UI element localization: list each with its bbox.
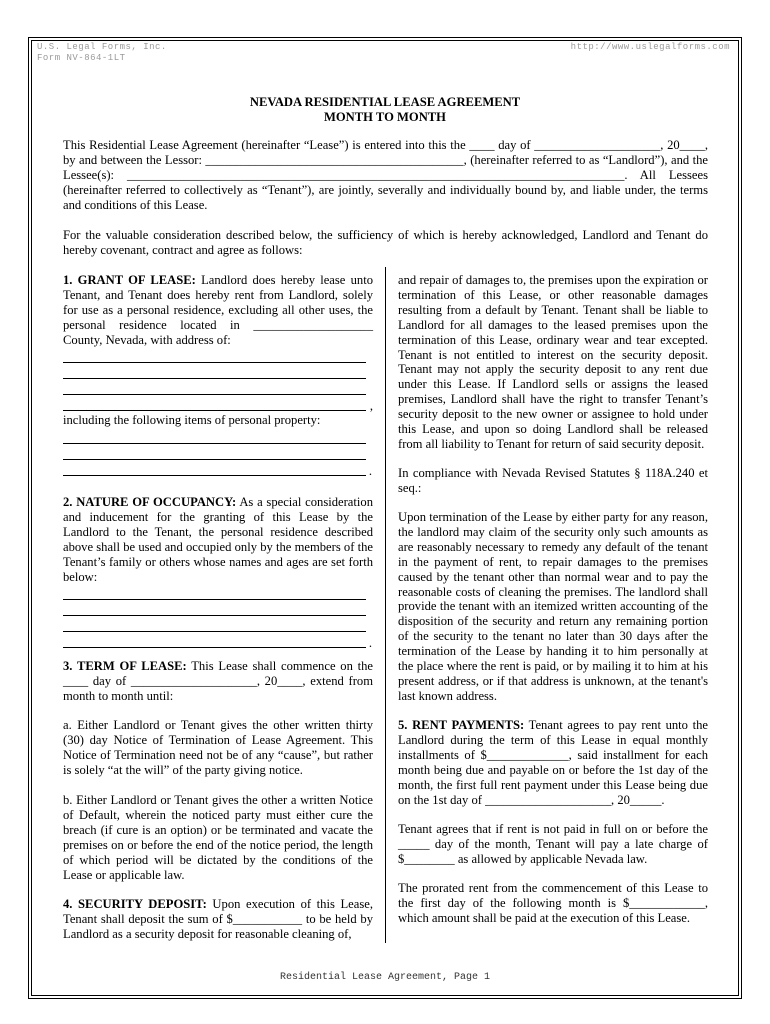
property-line-last [63,462,372,478]
security-text: Upon execution of this Lease, Tenant shall deposit the sum of $___________ to be held by Landlord as a security deposit for reasonable cleaning of, [63,897,373,941]
occupancy-paragraph [63,495,373,584]
section-grant-of-lease [63,273,373,476]
intro-paragraph: This Residential Lease Agreement (hereinafter “Lease”) is entered into this the ____ day of ____________________, 20____, by and between the Lessor: _________________________________________, (hereinafter referred to as “Landlord”), and the Lessee(s): _______________________________________________________________________________. All Lessees (hereinafter referred to collectively as “Tenant”), are jointly, severally and individually bound by, and liable under, the terms and conditions of this Lease. [63,138,708,212]
security-heading: 4. SECURITY DEPOSIT: [63,897,207,911]
address-lines [63,349,373,414]
grant-heading: 1. GRANT OF LEASE: [63,273,196,287]
statute-paragraph: In compliance with Nevada Revised Statutes § 118A.240 et seq.: [398,466,708,495]
occupancy-text: As a special consideration and inducement for the granting of this Lease by the Landlord to the Tenant, the personal residence described above shall be used and occupied only by the members of the Tenant’s family or others whose names and ages are set forth below: [63,495,373,584]
property-period: . [368,463,372,478]
prorated-rent-paragraph: The prorated rent from the commencement of this Lease to the first day of the following month is $____________, which amount shall be paid at the execution of this Lease. [398,881,708,925]
term-clause-b: b. Either Landlord or Tenant gives the other a written Notice of Default, wherein the noticed party must either cure the breach (if cure is an option) or be terminated and vacate the premises on or before the end of the notice period, the length of which period will be dictated by the conditions of the Lease or applicable law. [63,793,373,882]
occupant-period: . [368,636,372,650]
term-clause-a: a. Either Landlord or Tenant gives the other written thirty (30) day Notice of Termination of Lease Agreement. This Notice of Termination need not be of any “cause”, but rather is solely “at the will” of the party giving notice. [63,718,373,777]
header-form-number: Form NV-864-1LT [37,53,126,63]
document-title [0,95,770,124]
occupant-line[interactable] [63,586,366,600]
rent-payments-paragraph [398,718,708,807]
address-line-last [63,397,373,414]
header-url[interactable]: http://www.uslegalforms.com [570,42,730,52]
property-line[interactable] [63,462,366,476]
section-nature-of-occupancy [63,495,373,648]
rent-text: Tenant agrees to pay rent unto the Landlord during the term of this Lease in equal monthly installments of $_____________, said installment for each month being due and payable on or before the 1st day of the month, the first full rent payment under this Lease being due on the 1st day of ____________________, 20_____. [398,718,708,807]
address-line[interactable] [63,365,366,379]
occupancy-heading: 2. NATURE OF OCCUPANCY: [63,495,237,509]
occupant-lines [63,586,372,650]
address-line[interactable] [63,349,366,363]
address-line[interactable] [63,397,366,411]
security-deposit-paragraph [63,897,373,942]
occupant-line-last [63,634,372,650]
occupant-line[interactable] [63,602,366,616]
property-line[interactable] [63,430,366,444]
property-label: including the following items of personal property: [63,413,321,428]
title-line-2: MONTH TO MONTH [324,109,446,124]
rent-heading: 5. RENT PAYMENTS: [398,718,525,732]
occupant-line[interactable] [63,618,366,632]
property-line[interactable] [63,446,366,460]
address-comma: , [369,399,373,414]
occupant-line[interactable] [63,634,366,648]
term-heading: 3. TERM OF LEASE: [63,659,187,673]
security-continued-paragraph: and repair of damages to, the premises upon the expiration or termination of this Lease, or other reasonable damages resulting from a default by Tenant. Tenant shall be liable to Landlord for all damages to the leased premises upon the termination of this Lease, ordinary wear and tear excepted. Tenant is not entitled to interest on the security deposit. Tenant may not apply the security deposit to any rent due under this Lease. If Landlord sells or assigns the leased premises, Landlord shall have the right to transfer Tenant’s security deposit to the new owner or assignee to hold under this Lease, and upon so doing Landlord shall be released from all liability to Tenant for return of said security deposit. [398,273,708,451]
header-company: U.S. Legal Forms, Inc. [37,42,167,52]
title-line-1: NEVADA RESIDENTIAL LEASE AGREEMENT [249,95,521,109]
column-divider [385,267,386,943]
property-lines [63,430,372,478]
term-paragraph [63,659,373,704]
grant-paragraph [63,273,373,348]
address-line[interactable] [63,381,366,395]
page-footer: Residential Lease Agreement, Page 1 [279,972,491,983]
termination-paragraph: Upon termination of the Lease by either party for any reason, the landlord may claim of the security only such amounts as are reasonably necessary to remedy any default of the tenant in the payment of rent, to repair damages to the premises caused by the tenant other than normal wear and to pay the reasonable costs of cleaning the premises. The landlord shall provide the tenant with an itemized written accounting of the disposition of the security and return any remaining portion of the security to the tenant no later than 30 days after the termination of the Lease by handing it to him personally at the place where the rent is paid, or by mailing it to him at his present address, or if that address is unknown, at the tenant's last known address. [398,510,708,703]
term-text: This Lease shall commence on the ____ day of ____________________, 20____, extend from month to month until: [63,659,373,703]
late-charge-paragraph: Tenant agrees that if rent is not paid in full on or before the _____ day of the month, Tenant will pay a late charge of $________ as allowed by applicable Nevada law. [398,822,708,866]
consideration-paragraph: For the valuable consideration described below, the sufficiency of which is hereby acknowledged, Landlord and Tenant do hereby covenant, contract and agree as follows: [63,228,708,257]
grant-text: Landlord does hereby lease unto Tenant, and Tenant does hereby rent from Landlord, solely for use as a personal residence, excluding all other uses, the personal residence located in ___________________ County, Nevada, with address of: [63,273,373,347]
